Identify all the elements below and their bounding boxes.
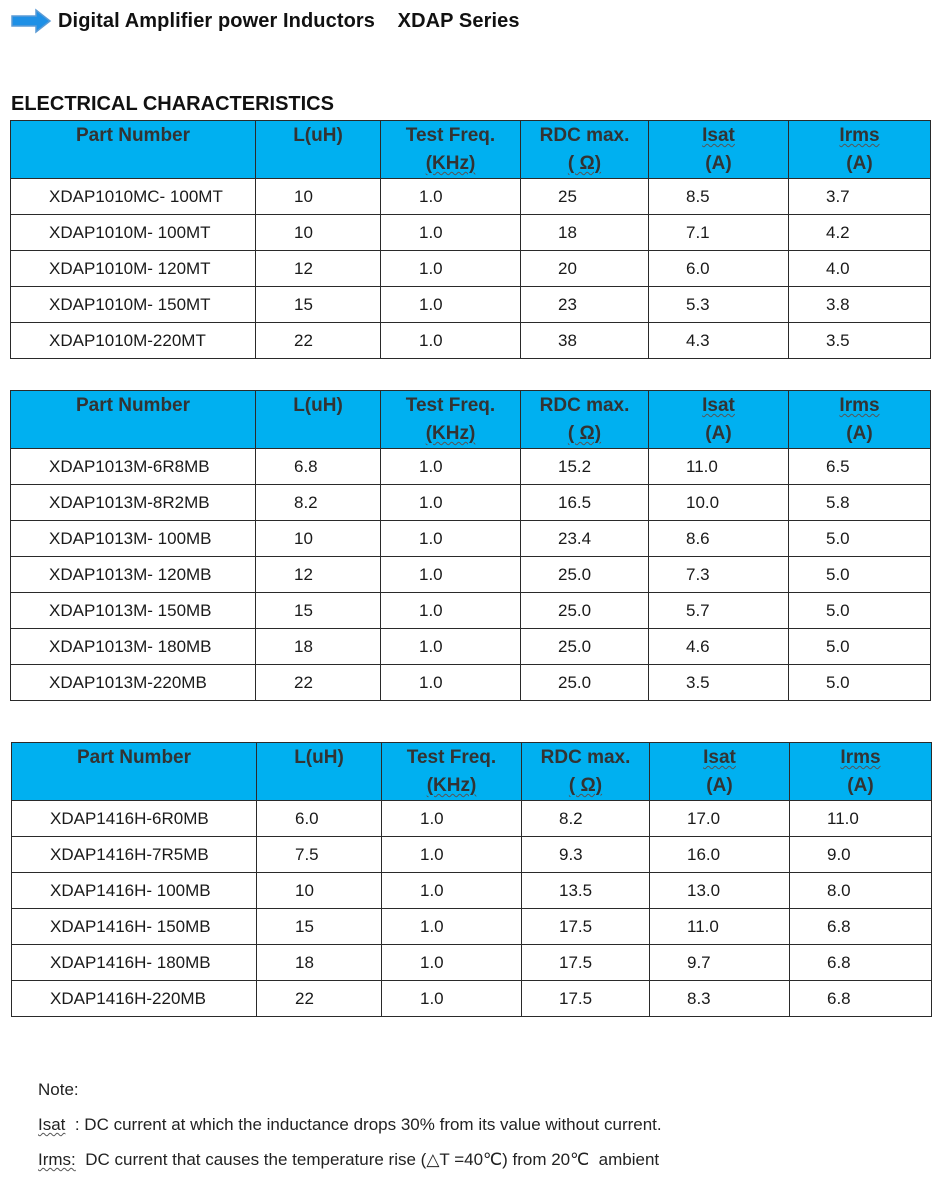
- table-row: [11, 179, 931, 215]
- table-row: [12, 801, 932, 837]
- test-freq-cell: 1.0: [381, 287, 521, 323]
- irms-cell: 6.5: [789, 449, 931, 485]
- test-freq-cell: 1.0: [382, 981, 522, 1017]
- part-number-cell: XDAP1013M- 100MB: [11, 521, 256, 557]
- inductance-cell: 10: [257, 873, 382, 909]
- part-number-cell: XDAP1010M- 100MT: [11, 215, 256, 251]
- header-rdc-line-1: RDC max.: [539, 125, 630, 146]
- table-row: [11, 557, 931, 593]
- inductance-cell: 7.5: [257, 837, 382, 873]
- isat-cell: 7.3: [649, 557, 789, 593]
- header-test-freq: [381, 121, 521, 179]
- part-number-cell: XDAP1010M- 120MT: [11, 251, 256, 287]
- header-irms: [789, 391, 931, 449]
- note-isat-term: Isat: [38, 1115, 66, 1134]
- header-part-number: [11, 391, 256, 449]
- header-inductance-line-1: L(uH): [293, 395, 343, 416]
- test-freq-cell: 1.0: [381, 521, 521, 557]
- rdc-cell: 15.2: [521, 449, 649, 485]
- header-test-freq-line-1: Test Freq.: [405, 125, 496, 146]
- table-row: [11, 215, 931, 251]
- isat-cell: 17.0: [650, 801, 790, 837]
- isat-cell: 9.7: [650, 945, 790, 981]
- part-number-cell: XDAP1416H- 100MB: [12, 873, 257, 909]
- rdc-cell: 13.5: [522, 873, 650, 909]
- header-irms: [789, 121, 931, 179]
- inductance-cell: 22: [257, 981, 382, 1017]
- rdc-cell: 20: [521, 251, 649, 287]
- header-isat: [649, 391, 789, 449]
- header-inductance: [256, 121, 381, 179]
- header-isat: [649, 121, 789, 179]
- inductance-cell: 18: [257, 945, 382, 981]
- irms-cell: 3.5: [789, 323, 931, 359]
- test-freq-cell: 1.0: [382, 945, 522, 981]
- rdc-cell: 17.5: [522, 945, 650, 981]
- header-rdc-line-2: ( Ω): [567, 153, 602, 174]
- notes: [38, 1080, 662, 1185]
- isat-cell: 5.3: [649, 287, 789, 323]
- rdc-cell: 17.5: [522, 981, 650, 1017]
- test-freq-cell: 1.0: [381, 215, 521, 251]
- note-irms-term: Irms:: [38, 1150, 76, 1169]
- header-rdc-line-2: ( Ω): [568, 775, 603, 796]
- inductance-cell: 15: [256, 593, 381, 629]
- isat-cell: 11.0: [650, 909, 790, 945]
- irms-cell: 4.2: [789, 215, 931, 251]
- rdc-cell: 25.0: [521, 629, 649, 665]
- irms-cell: 5.0: [789, 521, 931, 557]
- header-rdc: [521, 391, 649, 449]
- header-part-number: [11, 121, 256, 179]
- test-freq-cell: 1.0: [381, 449, 521, 485]
- header-inductance: [257, 743, 382, 801]
- irms-cell: 6.8: [790, 945, 932, 981]
- isat-cell: 5.7: [649, 593, 789, 629]
- table-row: [11, 593, 931, 629]
- spec-table-1: [10, 120, 931, 359]
- irms-cell: 11.0: [790, 801, 932, 837]
- part-number-cell: XDAP1013M- 150MB: [11, 593, 256, 629]
- irms-cell: 3.8: [789, 287, 931, 323]
- rdc-cell: 38: [521, 323, 649, 359]
- part-number-cell: XDAP1416H-220MB: [12, 981, 257, 1017]
- header-test-freq-line-1: Test Freq.: [405, 395, 496, 416]
- irms-cell: 3.7: [789, 179, 931, 215]
- table-row: [11, 323, 931, 359]
- isat-cell: 6.0: [649, 251, 789, 287]
- inductance-cell: 12: [256, 251, 381, 287]
- isat-cell: 3.5: [649, 665, 789, 701]
- note-irms-text: DC current that causes the temperature rise (△T =40℃) from 20℃ ambient: [75, 1150, 660, 1169]
- isat-cell: 8.6: [649, 521, 789, 557]
- isat-cell: 11.0: [649, 449, 789, 485]
- isat-cell: 13.0: [650, 873, 790, 909]
- notes-heading: Note:: [38, 1080, 79, 1099]
- isat-cell: 7.1: [649, 215, 789, 251]
- table-row: [12, 981, 932, 1017]
- isat-cell: 16.0: [650, 837, 790, 873]
- header-part-number-line-1: Part Number: [76, 747, 192, 768]
- header-rdc: [521, 121, 649, 179]
- irms-cell: 8.0: [790, 873, 932, 909]
- part-number-cell: XDAP1416H-6R0MB: [12, 801, 257, 837]
- rdc-cell: 9.3: [522, 837, 650, 873]
- table-row: [11, 251, 931, 287]
- page-title: Digital Amplifier power Inductors XDAP Series: [58, 9, 520, 32]
- test-freq-cell: 1.0: [382, 837, 522, 873]
- rdc-cell: 25: [521, 179, 649, 215]
- rdc-cell: 16.5: [521, 485, 649, 521]
- isat-cell: 8.3: [650, 981, 790, 1017]
- table-row: [11, 629, 931, 665]
- table-row: [11, 485, 931, 521]
- table-row: [11, 521, 931, 557]
- table-row: [12, 873, 932, 909]
- test-freq-cell: 1.0: [381, 251, 521, 287]
- header-isat-line-2: (A): [706, 775, 733, 796]
- table-row: [11, 287, 931, 323]
- inductance-cell: 15: [257, 909, 382, 945]
- inductance-cell: 22: [256, 323, 381, 359]
- page-header: [10, 6, 520, 36]
- inductance-cell: 8.2: [256, 485, 381, 521]
- inductance-cell: 6.8: [256, 449, 381, 485]
- header-isat-line-1: Isat: [702, 125, 735, 146]
- isat-cell: 4.6: [649, 629, 789, 665]
- header-irms-line-1: Irms: [839, 125, 880, 146]
- inductance-cell: 10: [256, 179, 381, 215]
- inductance-cell: 10: [256, 215, 381, 251]
- part-number-cell: XDAP1010M- 150MT: [11, 287, 256, 323]
- spec-table-3: [11, 742, 932, 1017]
- irms-cell: 6.8: [790, 981, 932, 1017]
- irms-cell: 6.8: [790, 909, 932, 945]
- table-header-row: [11, 391, 931, 449]
- rdc-cell: 8.2: [522, 801, 650, 837]
- header-test-freq-line-2: (KHz): [425, 153, 476, 174]
- irms-cell: 5.0: [789, 665, 931, 701]
- header-test-freq: [382, 743, 522, 801]
- irms-cell: 5.8: [789, 485, 931, 521]
- rdc-cell: 18: [521, 215, 649, 251]
- inductance-cell: 22: [256, 665, 381, 701]
- header-part-number: [12, 743, 257, 801]
- table-row: [12, 945, 932, 981]
- rdc-cell: 25.0: [521, 593, 649, 629]
- part-number-cell: XDAP1013M-8R2MB: [11, 485, 256, 521]
- header-rdc-line-1: RDC max.: [539, 395, 630, 416]
- rdc-cell: 17.5: [522, 909, 650, 945]
- part-number-cell: XDAP1416H- 180MB: [12, 945, 257, 981]
- note-isat-text: : DC current at which the inductance drops 30% from its value without current.: [65, 1115, 662, 1134]
- spec-table-2: [10, 390, 931, 701]
- table-header-row: [12, 743, 932, 801]
- test-freq-cell: 1.0: [382, 873, 522, 909]
- part-number-cell: XDAP1013M- 120MB: [11, 557, 256, 593]
- header-test-freq-line-2: (KHz): [426, 775, 477, 796]
- right-arrow-icon: [10, 7, 52, 35]
- part-number-cell: XDAP1010MC- 100MT: [11, 179, 256, 215]
- header-test-freq: [381, 391, 521, 449]
- test-freq-cell: 1.0: [381, 629, 521, 665]
- header-irms-line-1: Irms: [839, 395, 880, 416]
- rdc-cell: 23.4: [521, 521, 649, 557]
- irms-cell: 5.0: [789, 593, 931, 629]
- table-row: [12, 837, 932, 873]
- isat-cell: 10.0: [649, 485, 789, 521]
- part-number-cell: XDAP1416H-7R5MB: [12, 837, 257, 873]
- test-freq-cell: 1.0: [381, 665, 521, 701]
- part-number-cell: XDAP1416H- 150MB: [12, 909, 257, 945]
- inductance-cell: 6.0: [257, 801, 382, 837]
- isat-cell: 8.5: [649, 179, 789, 215]
- header-irms-line-2: (A): [846, 153, 873, 174]
- inductance-cell: 10: [256, 521, 381, 557]
- irms-cell: 4.0: [789, 251, 931, 287]
- header-test-freq-line-2: (KHz): [425, 423, 476, 444]
- test-freq-cell: 1.0: [381, 593, 521, 629]
- table-row: [11, 665, 931, 701]
- header-irms-line-1: Irms: [840, 747, 881, 768]
- header-rdc-line-2: ( Ω): [567, 423, 602, 444]
- part-number-cell: XDAP1013M- 180MB: [11, 629, 256, 665]
- rdc-cell: 25.0: [521, 557, 649, 593]
- test-freq-cell: 1.0: [381, 323, 521, 359]
- header-irms: [790, 743, 932, 801]
- header-isat-line-2: (A): [705, 423, 732, 444]
- test-freq-cell: 1.0: [381, 557, 521, 593]
- rdc-cell: 25.0: [521, 665, 649, 701]
- header-inductance: [256, 391, 381, 449]
- header-irms-line-2: (A): [846, 423, 873, 444]
- header-isat: [650, 743, 790, 801]
- irms-cell: 5.0: [789, 557, 931, 593]
- part-number-cell: XDAP1010M-220MT: [11, 323, 256, 359]
- irms-cell: 9.0: [790, 837, 932, 873]
- table-header-row: [11, 121, 931, 179]
- header-inductance-line-1: L(uH): [293, 125, 343, 146]
- inductance-cell: 15: [256, 287, 381, 323]
- inductance-cell: 18: [256, 629, 381, 665]
- header-part-number-line-1: Part Number: [75, 395, 191, 416]
- irms-cell: 5.0: [789, 629, 931, 665]
- header-inductance-line-1: L(uH): [294, 747, 344, 768]
- header-irms-line-2: (A): [847, 775, 874, 796]
- header-isat-line-1: Isat: [702, 395, 735, 416]
- table-row: [12, 909, 932, 945]
- inductance-cell: 12: [256, 557, 381, 593]
- rdc-cell: 23: [521, 287, 649, 323]
- test-freq-cell: 1.0: [382, 909, 522, 945]
- part-number-cell: XDAP1013M-220MB: [11, 665, 256, 701]
- section-title: ELECTRICAL CHARACTERISTICS: [11, 93, 334, 115]
- part-number-cell: XDAP1013M-6R8MB: [11, 449, 256, 485]
- test-freq-cell: 1.0: [381, 485, 521, 521]
- header-rdc-line-1: RDC max.: [540, 747, 631, 768]
- header-isat-line-2: (A): [705, 153, 732, 174]
- test-freq-cell: 1.0: [381, 179, 521, 215]
- header-part-number-line-1: Part Number: [75, 125, 191, 146]
- header-test-freq-line-1: Test Freq.: [406, 747, 497, 768]
- header-rdc: [522, 743, 650, 801]
- table-row: [11, 449, 931, 485]
- note-isat: [38, 1115, 662, 1150]
- isat-cell: 4.3: [649, 323, 789, 359]
- header-isat-line-1: Isat: [703, 747, 736, 768]
- test-freq-cell: 1.0: [382, 801, 522, 837]
